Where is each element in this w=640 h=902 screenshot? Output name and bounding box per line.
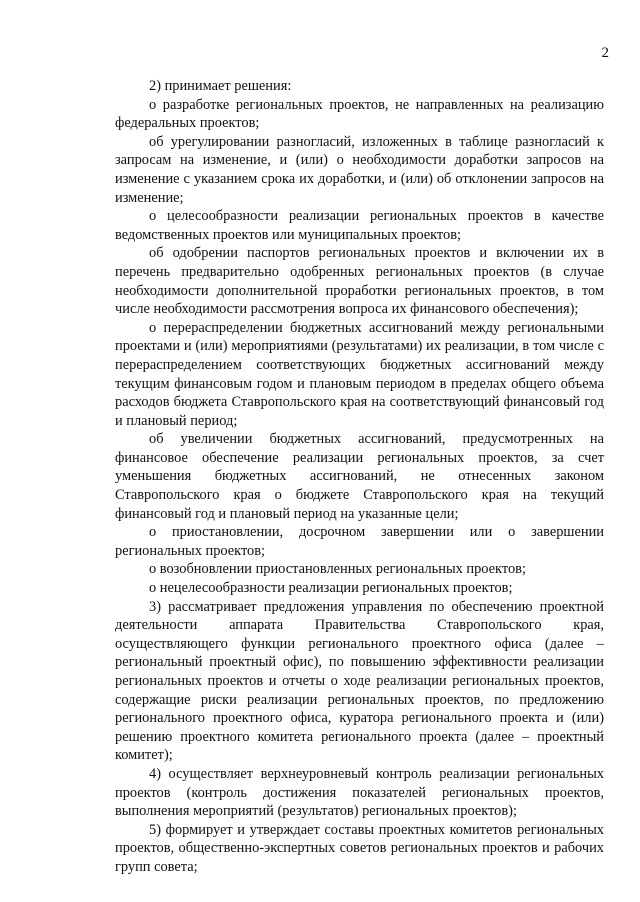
paragraph: о нецелесообразности реализации региональных проектов; <box>149 580 513 597</box>
paragraph: об урегулировании разногласий, изложенных в таблице разногласий к запросам на изменение, и (или) о необходимости доработки запросов на изменение с указанием срока их доработки, и (или) об отклонении запросов на изменение; <box>115 133 604 206</box>
paragraph: о целесообразности реализации региональных проектов в качестве ведомственных проектов или муниципальных проектов; <box>115 208 604 243</box>
paragraph: о перераспределении бюджетных ассигнований между региональными проектами и (или) мероприятиями (результатами) их реализации, в том числе с перераспределением соответствующих бюджетных ассигнований между текущим финансовым годом и плановым периодом в пределах общего объема расходов бюджета Ставропольского края на соответствующий финансовый год и плановый период; <box>115 319 604 429</box>
paragraph: о разработке региональных проектов, не направленных на реализацию федеральных проектов; <box>115 96 604 132</box>
paragraph: о возобновлении приостановленных региональных проектов; <box>149 561 526 578</box>
paragraph: 5) формирует и утверждает составы проектных комитетов региональных проектов, общественно-экспертных советов региональных проектов и рабочих групп совета; <box>115 821 604 875</box>
page-number: 2 <box>601 45 609 61</box>
paragraph: о приостановлении, досрочном завершении или о завершении региональных проектов; <box>115 524 604 559</box>
paragraph: об увеличении бюджетных ассигнований, предусмотренных на финансовое обеспечение реализации региональных проектов, за счет уменьшения бюджетных ассигнований, не отнесенных законом Ставропольского края о бюджете Ставропольского края на текущий финансовый год и плановый период на указанные цели; <box>115 431 604 522</box>
paragraph: 3) рассматривает предложения управления по обеспечению проектной деятельности аппарата Правительства Ставропольского края, осуществляющего функции регионального проектного офиса (далее – региональный проектный офис), по повышению эффективности реализации региональных проектов и отчеты о ходе реализации региональных проектов, содержащие риски реализации региональных проектов, по предложению регионального проектного офиса, куратора регионального проекта и (или) решению проектного комитета регионального проекта (далее – проектный комитет); <box>115 598 604 764</box>
paragraph: 2) принимает решения: <box>149 78 292 94</box>
paragraph: 4) осуществляет верхнеуровневый контроль реализации региональных проектов (контроль достижения показателей региональных проектов, выполнения мероприятий (результатов) региональных проектов); <box>115 765 604 820</box>
paragraph: об одобрении паспортов региональных проектов и включении их в перечень предварительно одобренных региональных проектов (в случае необходимости дополнительной проработки региональных проектов, в том числе необходимости рассмотрения вопроса их финансового обеспечения); <box>115 245 604 318</box>
document-body <box>115 77 604 877</box>
